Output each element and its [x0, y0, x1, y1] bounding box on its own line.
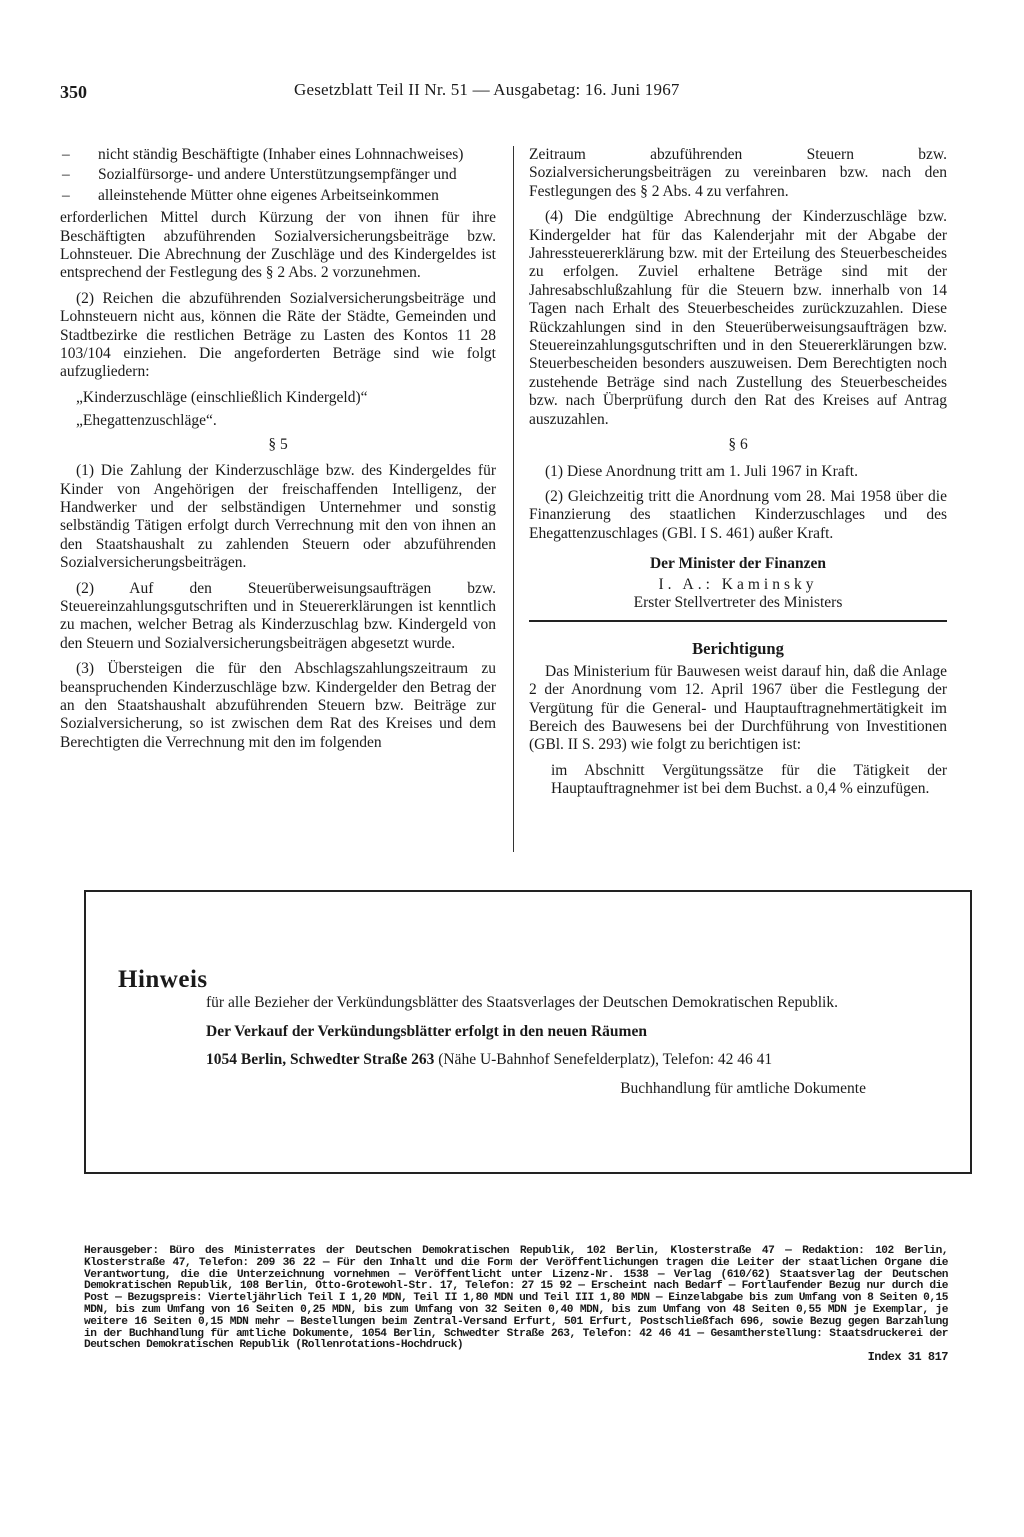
- quoted-item: „Ehegattenzuschläge“.: [76, 412, 217, 430]
- paragraph: Das Ministerium für Bauwesen weist darauf hin, daß die Anlage 2 der Anordnung vom 12. April 1967 über die Festlegung der Vergütung für die General- und Hauptauftragnehmertätigkeit im Bereich des Bauwesens bei der Durchführung von Investitionen (GBl. II S. 293) wie folgt zu berichtigen ist:: [529, 662, 947, 754]
- imprint: [84, 1246, 948, 1364]
- notice-line: Der Verkauf der Verkündungsblätter erfolgt in den neuen Räumen: [206, 1022, 647, 1040]
- paragraph: Zeitraum abzuführenden Steuern bzw. Sozialversicherungsbeiträgen zu vereinbaren bzw. nach den Festlegungen des § 2 Abs. 4 zu verfahren.: [529, 146, 947, 200]
- column-divider: [513, 146, 514, 852]
- correction-heading: Berichtigung: [692, 639, 784, 659]
- running-head: Gesetzblatt Teil II Nr. 51 — Ausgabetag: 16. Juni 1967: [294, 80, 680, 99]
- signature-authority: Der Minister der Finanzen: [649, 555, 827, 573]
- notice-address-rest: (Nähe U-Bahnhof Senefelderplatz), Telefon: 42 46 41: [434, 1051, 773, 1069]
- list-item: – Sozialfürsorge- und andere Unterstützungsempfänger und: [60, 166, 496, 184]
- section-rule: [529, 620, 947, 622]
- paragraph: (3) Übersteigen die für den Abschlagszahlungszeitraum zu beanspruchenden Kinderzuschläge bzw. Kindergelder den Betrag der an den Staatshaushalt abzuführenden Steuern bzw. Beiträge zur Sozialversicherung, so ist zwischen dem Rat des Kreises und dem Berechtigten die Verrechnung mit den im folgenden: [60, 660, 496, 751]
- imprint-index: Index 31 817: [867, 1350, 948, 1365]
- right-column: [529, 146, 947, 806]
- quoted-item: „Kinderzuschläge (einschließlich Kindergeld)“: [76, 388, 368, 406]
- notice-department: Buchhandlung für amtliche Dokumente: [620, 1079, 866, 1097]
- imprint-text: Herausgeber: Büro des Ministerrates der Deutschen Demokratischen Republik, 102 Berlin, Klosterstraße 47 — Redaktion: 102 Berlin, Klosterstraße 47, Telefon: 209 36 22 — Für den Inhalt und die Form der Veröffentlichungen tragen die Leiter der staatlichen Organe die Verantwortung, die die Unterzeichnung vornehmen — Veröffentlicht unter Lizenz-Nr. 1538 — Verlag (610/62) Staatsverlag der Deutschen Demokratischen Republik, 108 Berlin, Otto-Grotewohl-Str. 17, Telefon: 27 15 92 — Erscheint nach Bedarf — Fortlaufender Bezug nur durch die Post — Bezugspreis: Vierteljährlich Teil I 1,20 MDN, Teil II 1,80 MDN und Teil III 1,80 MDN — Einzelabgabe bis zum Umfang von 8 Seiten 0,15 MDN, bis zum Umfang von 16 Seiten 0,25 MDN, bis zum Umfang von 32 Seiten 0,40 MDN, bis zum Umfang von 48 Seiten 0,55 MDN je Exemplar, je weitere 16 Seiten 0,15 MDN mehr — Bestellungen beim Zentral-Versand Erfurt, 501 Erfurt, Postschließfach 696, sowie Bezug gegen Barzahlung in der Buchhandlung für amtliche Dokumente, 1054 Berlin, Schwedter Straße 263, Telefon: 42 46 41 — Gesamtherstellung: Staatsdruckerei der Deutschen Demokratischen Republik (Rollenrotations-Hochdruck): [84, 1245, 948, 1352]
- paragraph: (2) Auf den Steuerüberweisungsaufträgen bzw. Steuereinzahlungsgutschriften und in Steuererklärungen ist kenntlich zu machen, welcher Betrag als Kinderzuschlag bzw. Kindergeld von den Steuern und Sozialversicherungsbeiträgen abgesetzt wurde.: [60, 579, 496, 652]
- list-item: – alleinstehende Mütter ohne eigenes Arbeitseinkommen: [60, 187, 496, 205]
- notice-box: [84, 890, 972, 1174]
- paragraph: (1) Die Zahlung der Kinderzuschläge bzw. des Kindergeldes für Kinder von Angehörigen der freischaffenden Intelligenz, der Handwerker und der selbständigen Unternehmer und sonstig selbständig Tätigen erfolgt durch Verrechnung mit den von ihnen an den Staatshaushalt zu zahlenden Steuern oder abzuführenden Sozialversicherungsbeiträgen.: [60, 462, 496, 572]
- paragraph: (2) Reichen die abzuführenden Sozialversicherungsbeiträge und Lohnsteuern nicht aus, können die Räte der Städte, Gemeinden und Stadtbezirke die restlichen Beträge zu Lasten des Kontos 11 28 103/104 einziehen. Die angeforderten Beträge sind wie folgt aufzugliedern:: [60, 289, 496, 381]
- notice-title: Hinweis: [118, 966, 208, 993]
- notice-body: [206, 994, 866, 1108]
- section-heading: § 5: [268, 435, 288, 453]
- section-heading: § 6: [728, 436, 748, 454]
- notice-address: 1054 Berlin, Schwedter Straße 263: [206, 1051, 435, 1069]
- page-number: 350: [60, 82, 87, 102]
- dash-list: [60, 146, 496, 205]
- paragraph: (1) Diese Anordnung tritt am 1. Juli 1967 in Kraft.: [545, 462, 858, 480]
- paragraph: (4) Die endgültige Abrechnung der Kinderzuschläge bzw. Kindergelder hat für das Kalenderjahr mit der Abgabe der Jahressteuererklärung bzw. mit der Erteilung des Steuerbescheides zu erfolgen. Zuviel erhaltene Beträge sind mit der Jahresabschlußzahlung für die Steuern bzw. innerhalb von 14 Tagen nach Erhalt des Steuerbescheides zurückzuzahlen. Diese Rückzahlungen sind in den Steuerüberweisungsaufträgen bzw. Steuereinzahlungsgutschriften und in den Steuererklärungen bzw. Steuerbescheiden besonders auszuweisen. Dem Berechtigten noch zustehende Beträge sind nach Zustellung des Steuerbescheides bzw. nach Überprüfung durch den Rat des Kreises auf Antrag auszuzahlen.: [529, 208, 947, 428]
- paragraph: im Abschnitt Vergütungssätze für die Tätigkeit der Hauptauftragnehmer ist bei dem Buchst. a 0,4 % einzufügen.: [551, 761, 947, 798]
- list-item: – nicht ständig Beschäftigte (Inhaber eines Lohnnachweises): [60, 146, 496, 164]
- notice-line: für alle Bezieher der Verkündungsblätter des Staatsverlages der Deutschen Demokratischen Republik.: [206, 994, 838, 1011]
- left-column: [60, 146, 496, 759]
- signature-role: Erster Stellvertreter des Ministers: [633, 593, 843, 611]
- notice-address-line: [206, 1051, 866, 1070]
- signature-name: I. A.: Kaminsky: [658, 575, 818, 593]
- paragraph: erforderlichen Mittel durch Kürzung der von ihnen für ihre Beschäftigten abzuführenden Sozialversicherungsbeiträge bzw. Lohnsteuer. Die Abrechnung der Zuschläge und des Kindergeldes ist entsprechend der Festlegung des § 2 Abs. 2 vorzunehmen.: [60, 209, 496, 282]
- paragraph: (2) Gleichzeitig tritt die Anordnung vom 28. Mai 1958 über die Finanzierung des staatlichen Kinderzuschlages und des Ehegattenzuschlages (GBl. I S. 461) außer Kraft.: [529, 487, 947, 542]
